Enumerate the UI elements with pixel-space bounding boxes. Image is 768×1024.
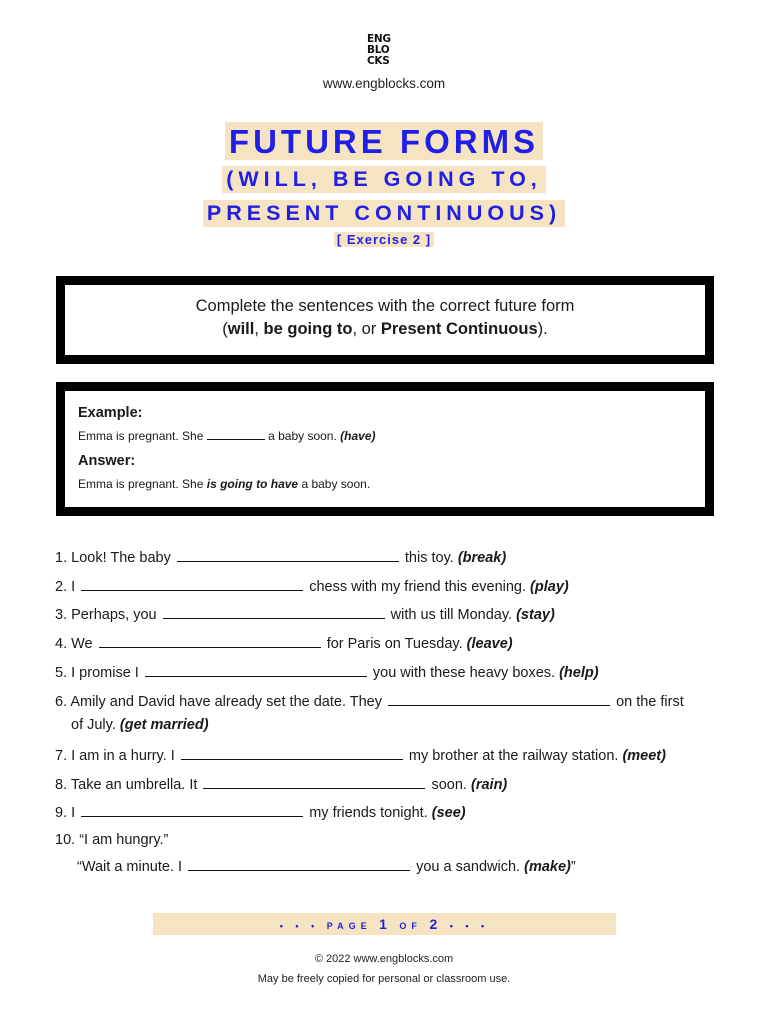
question-text-before: I [71, 805, 76, 821]
question-text-after: chess with my friend this evening. [309, 579, 527, 595]
copyright-text: © 2022 www.engblocks.com [314, 953, 454, 965]
question-text-after: for Paris on Tuesday. [326, 636, 463, 652]
question-close-quote: ” [570, 859, 576, 875]
question-number: 4. [55, 636, 68, 652]
question-6-continued [55, 717, 209, 733]
question-text-after: you a sandwich. [416, 859, 521, 875]
answer-bold: is going to have [206, 477, 299, 491]
instr-close: ). [537, 320, 548, 338]
example-verb: (have) [340, 429, 376, 443]
answer-blank[interactable] [388, 692, 610, 706]
answer-blank[interactable] [188, 857, 410, 871]
answer-label: Answer: [78, 453, 136, 469]
question-1 [55, 548, 506, 566]
question-text-after: soon. [431, 777, 467, 793]
question-2 [55, 577, 569, 595]
instr-sep-1: , [254, 320, 264, 338]
question-number: 6. [55, 694, 68, 710]
instructions-line-1: Complete the sentences with the correct future form [195, 297, 575, 315]
answer-blank[interactable] [81, 577, 303, 591]
answer-blank[interactable] [203, 775, 425, 789]
answer-blank[interactable] [163, 605, 385, 619]
question-verb: (make) [524, 859, 571, 875]
question-verb: (see) [431, 805, 466, 821]
example-sentence-before: Emma is pregnant. She [78, 429, 204, 443]
question-text-before: Perhaps, you [71, 607, 157, 623]
instructions-box [56, 276, 714, 364]
question-verb: (get married) [119, 717, 209, 733]
question-10-continued [77, 857, 576, 875]
page-indicator [153, 913, 616, 935]
question-number: 9. [55, 805, 68, 821]
question-text-after: my friends tonight. [309, 805, 428, 821]
question-text-before: Amily and David have already set the date. They [70, 694, 382, 710]
subtitle-line-1: (WILL, BE GOING TO, [222, 166, 546, 193]
page-total: 2 [429, 916, 443, 932]
question-10 [55, 832, 168, 848]
question-text-before: I am in a hurry. I [71, 748, 175, 764]
exercise-label-wrap [0, 231, 768, 249]
question-text-after: you with these heavy boxes. [372, 665, 556, 681]
exercise-label: [ Exercise 2 ] [334, 232, 434, 247]
title-line-1-wrap [0, 122, 768, 160]
instr-sep-2: , or [352, 320, 381, 338]
question-text-after: this toy. [404, 550, 454, 566]
answer-sentence [78, 475, 705, 493]
subtitle-line-2: PRESENT CONTINUOUS) [203, 200, 565, 227]
answer-blank[interactable] [81, 803, 303, 817]
question-text-before: Look! The baby [71, 550, 171, 566]
question-text-after: with us till Monday. [390, 607, 513, 623]
example-blank [207, 428, 265, 440]
question-verb: (help) [559, 665, 599, 681]
page-dots-left: • • • [279, 921, 320, 931]
question-number: 7. [55, 748, 68, 764]
question-text-after: my brother at the railway station. [408, 748, 619, 764]
instr-going-to: be going to [263, 320, 353, 338]
instr-will: will [227, 320, 255, 338]
example-sentence-after: a baby soon. [268, 429, 337, 443]
question-text-before: Take an umbrella. It [70, 777, 198, 793]
answer-before: Emma is pregnant. She [78, 477, 204, 491]
answer-blank[interactable] [181, 746, 403, 760]
question-8 [55, 775, 507, 793]
question-text-line-2: of July. [71, 717, 116, 733]
title-line-2-wrap [0, 166, 768, 193]
instructions-line-2 [65, 320, 705, 339]
logo-line-1: ENG [367, 33, 391, 45]
answer-blank[interactable] [177, 548, 399, 562]
logo-line-2: BLO [367, 44, 390, 56]
question-number: 2. [55, 579, 68, 595]
question-text-line-1: “I am hungry.” [79, 832, 169, 848]
question-6 [55, 692, 684, 710]
question-number: 10. [55, 832, 76, 848]
question-9 [55, 803, 466, 821]
question-verb: (play) [530, 579, 569, 595]
question-5 [55, 663, 599, 681]
question-number: 1. [55, 550, 68, 566]
question-text-before: I [71, 579, 76, 595]
usage-note: May be freely copied for personal or classroom use. [257, 973, 511, 985]
question-verb: (break) [457, 550, 507, 566]
question-verb: (stay) [516, 607, 555, 623]
question-text-after: on the first [616, 694, 684, 710]
page-dots-right: • • • [449, 921, 490, 931]
logo-line-3: CKS [367, 55, 390, 67]
page-of-word: OF [399, 921, 422, 931]
question-text-before: “Wait a minute. I [77, 859, 183, 875]
engblocks-logo [367, 34, 401, 67]
question-number: 8. [55, 777, 68, 793]
question-verb: (leave) [466, 636, 513, 652]
instr-present-continuous: Present Continuous [380, 320, 538, 338]
example-box [56, 382, 714, 516]
example-sentence [78, 427, 705, 445]
question-number: 3. [55, 607, 68, 623]
question-verb: (meet) [622, 748, 666, 764]
title-line-3-wrap [0, 200, 768, 227]
answer-blank[interactable] [99, 634, 321, 648]
site-url: www.engblocks.com [322, 76, 446, 91]
instr-open: ( [222, 320, 228, 338]
question-text-before: We [71, 636, 93, 652]
page-title: FUTURE FORMS [225, 122, 543, 160]
question-number: 5. [55, 665, 68, 681]
question-4 [55, 634, 513, 652]
question-7 [55, 746, 666, 764]
page-current: 1 [379, 916, 392, 932]
question-text-before: I promise I [71, 665, 139, 681]
example-label: Example: [78, 405, 143, 421]
answer-after: a baby soon. [301, 477, 371, 491]
question-verb: (rain) [471, 777, 508, 793]
question-3 [55, 605, 555, 623]
answer-blank[interactable] [145, 663, 367, 677]
page-word: PAGE [326, 921, 372, 931]
